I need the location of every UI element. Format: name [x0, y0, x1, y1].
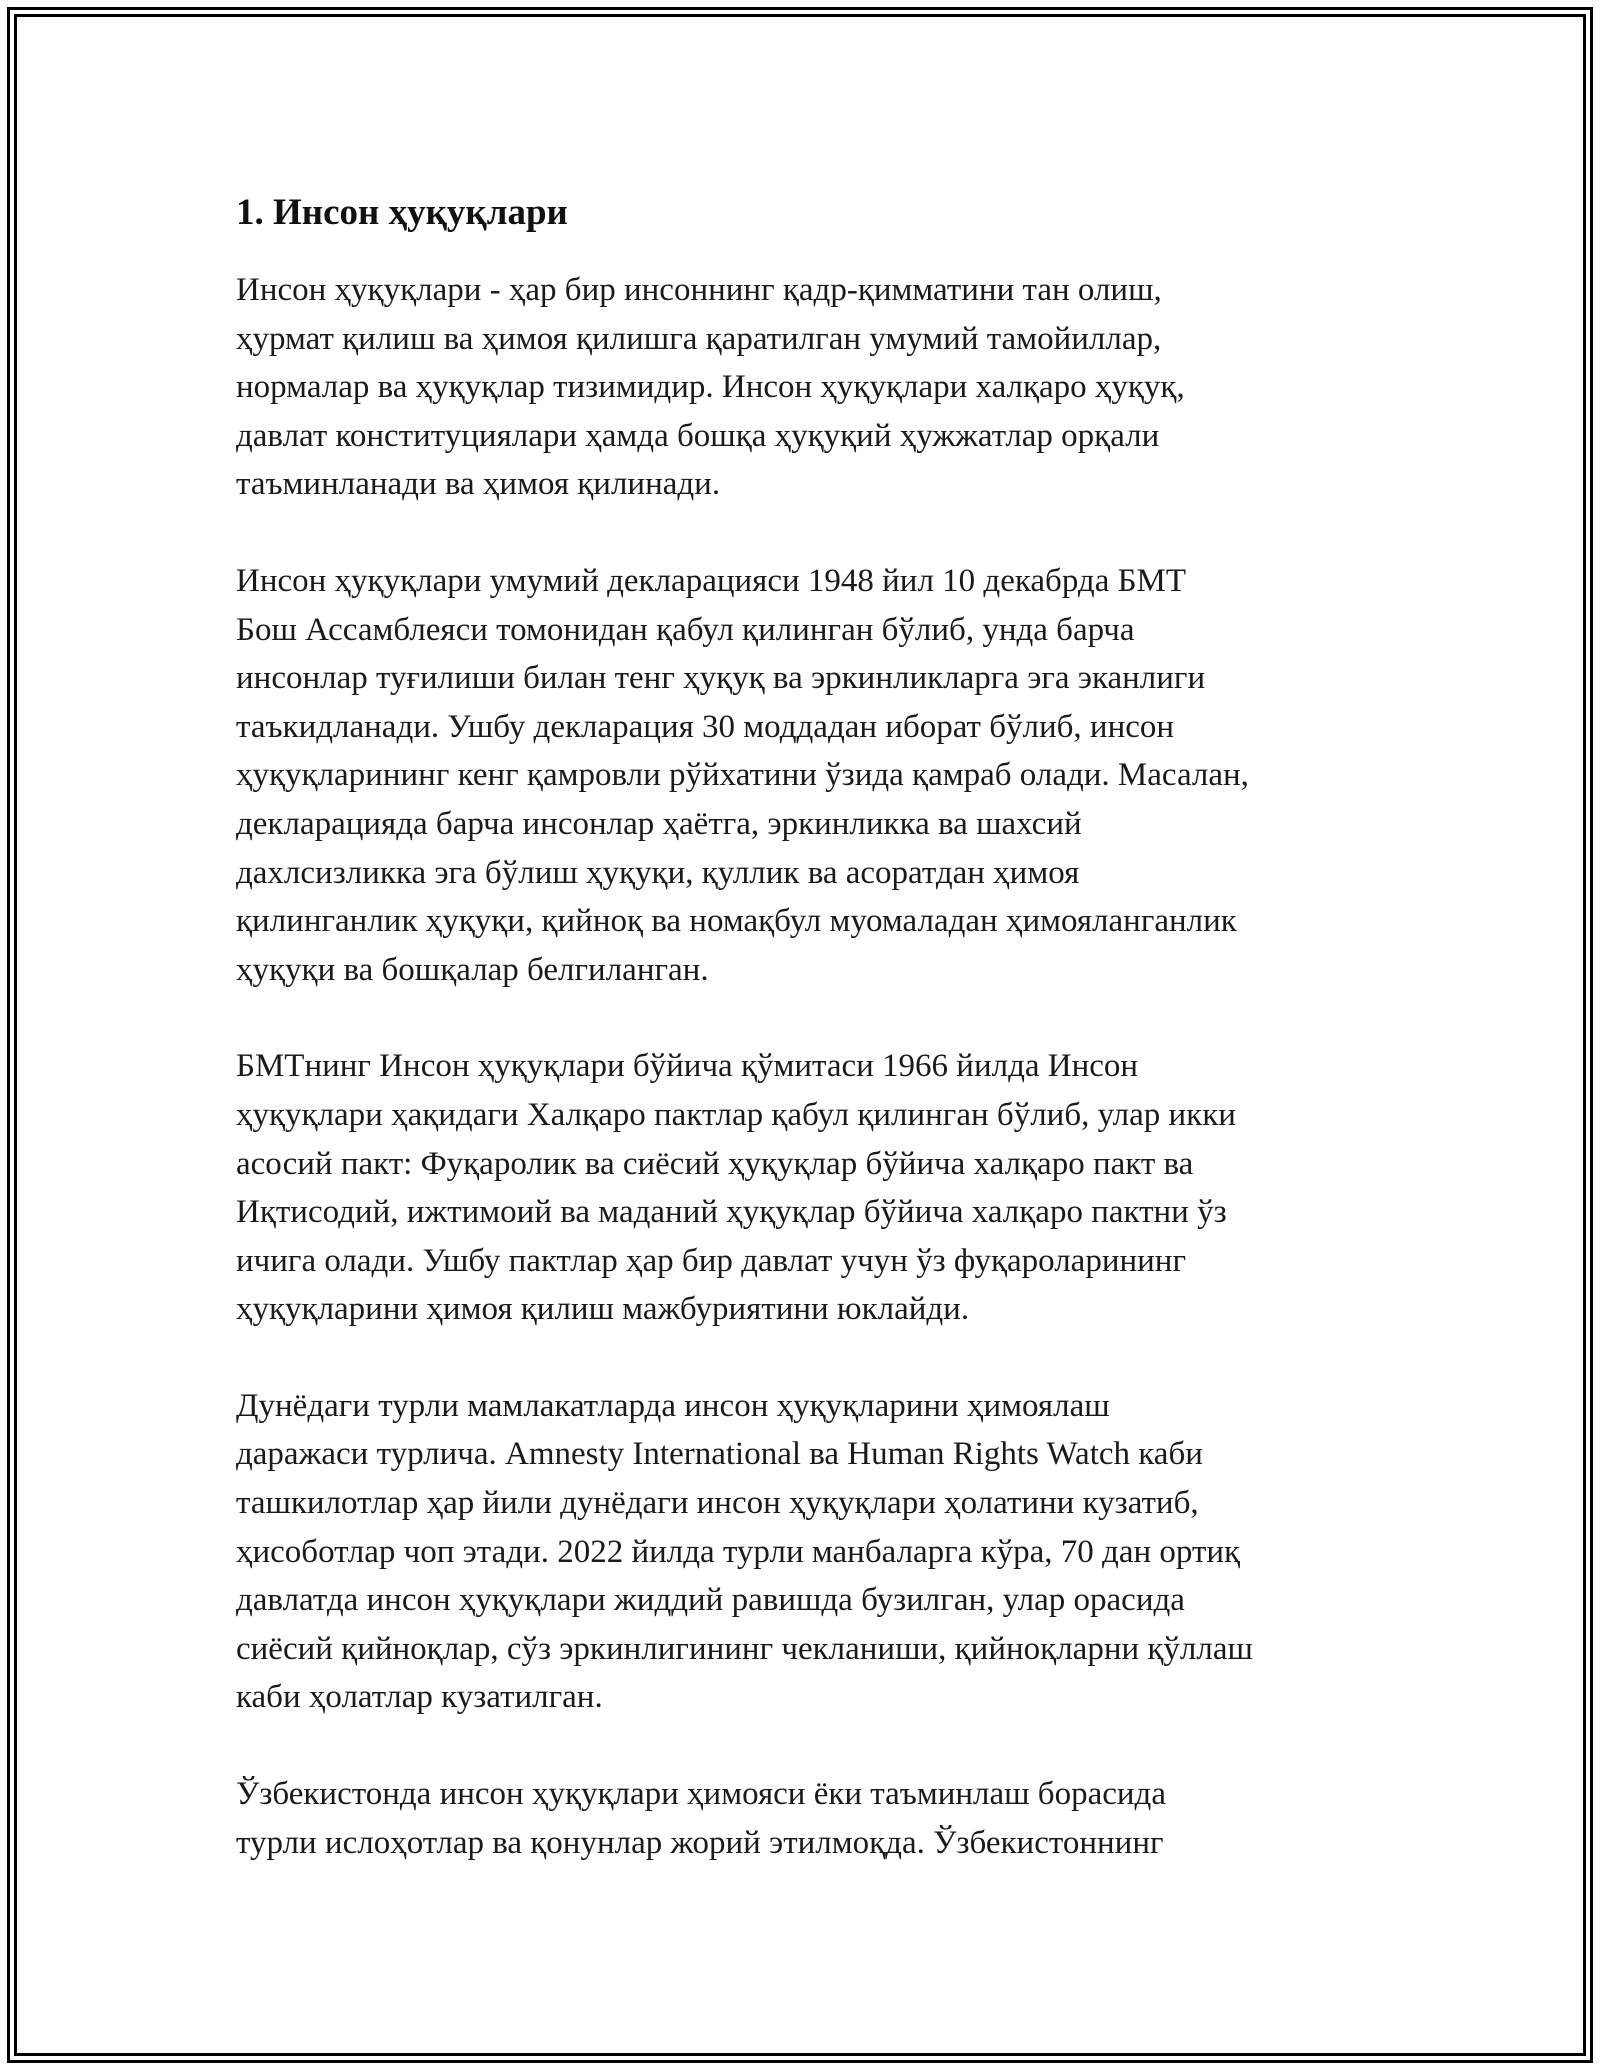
text-line: каби ҳолатлар кузатилган. — [236, 1679, 603, 1716]
paragraph-declaration — [236, 557, 1366, 994]
text-line: Иқтисодий, ижтимоий ва маданий ҳуқуқлар бўйича халқаро пактни ўз — [236, 1194, 1227, 1231]
text-line: давлатда инсон ҳуқуқлари жиддий равишда бузилган, улар орасида — [236, 1582, 1185, 1619]
paragraph-covenants — [236, 1042, 1366, 1334]
text-line: ҳуқуқларининг кенг қамровли рўйхатини ўзида қамраб олади. Масалан, — [236, 757, 1249, 794]
text-line: сиёсий қийноқлар, сўз эркинлигининг чекланиши, қийноқларни қўллаш — [236, 1630, 1253, 1667]
text-line: давлат конституциялари ҳамда бошқа ҳуқуқий ҳужжатлар орқали — [236, 417, 1160, 454]
text-line: ҳурмат қилиш ва ҳимоя қилишга қаратилган умумий тамойиллар, — [236, 320, 1162, 357]
text-line: декларацияда барча инсонлар ҳаётга, эркинликка ва шахсий — [236, 805, 1082, 842]
text-line: дахлсизликка эга бўлиш ҳуқуқи, қуллик ва асоратдан ҳимоя — [236, 854, 1080, 891]
text-line: ҳуқуқи ва бошқалар белгиланган. — [236, 951, 709, 988]
text-line: ҳуқуқларини ҳимоя қилиш мажбуриятини юклайди. — [236, 1291, 970, 1328]
text-line: асосий пакт: Фуқаролик ва сиёсий ҳуқуқлар бўйича халқаро пакт ва — [236, 1145, 1194, 1182]
text-line: ҳуқуқлари ҳақидаги Халқаро пактлар қабул қилинган бўлиб, улар икки — [236, 1096, 1236, 1133]
text-line: таъкидланади. Ушбу декларация 30 моддадан иборат бўлиб, инсон — [236, 708, 1175, 745]
paragraph-uzbekistan — [236, 1770, 1366, 1867]
text-line: Инсон ҳуқуқлари умумий декларацияси 1948 йил 10 декабрда БМТ — [236, 562, 1187, 599]
text-line: ичига олади. Ушбу пактлар ҳар бир давлат учун ўз фуқароларининг — [236, 1242, 1187, 1279]
text-line: турли ислоҳотлар ва қонунлар жорий этилмоқда. Ўзбекистоннинг — [236, 1824, 1164, 1861]
text-line: ташкилотлар ҳар йили дунёдаги инсон ҳуқуқлари ҳолатини кузатиб, — [236, 1485, 1199, 1522]
document-body — [236, 190, 1366, 1915]
text-line: Ўзбекистонда инсон ҳуқуқлари ҳимояси ёки таъминлаш борасида — [236, 1776, 1166, 1813]
paragraph-definition — [236, 266, 1366, 509]
section-title: 1. Инсон ҳуқуқлари — [236, 192, 568, 233]
text-line: БМТнинг Инсон ҳуқуқлари бўйича қўмитаси 1966 йилда Инсон — [236, 1048, 1139, 1085]
text-line: таъминланади ва ҳимоя қилинади. — [236, 466, 721, 503]
text-line: нормалар ва ҳуқуқлар тизимидир. Инсон ҳуқуқлари халқаро ҳуқуқ, — [236, 369, 1185, 406]
text-line: қилинганлик ҳуқуқи, қийноқ ва номақбул муомаладан ҳимояланганлик — [236, 903, 1237, 940]
text-line: Дунёдаги турли мамлакатларда инсон ҳуқуқларини ҳимоялаш — [236, 1387, 1110, 1424]
text-line: даражаси турлича. Amnesty International ва Human Rights Watch каби — [236, 1436, 1203, 1473]
paragraph-world-situation — [236, 1382, 1366, 1722]
text-line: Бош Ассамблеяси томонидан қабул қилинган бўлиб, унда барча — [236, 611, 1135, 648]
text-line: Инсон ҳуқуқлари - ҳар бир инсоннинг қадр-қимматини тан олиш, — [236, 272, 1162, 308]
text-line: ҳисоботлар чоп этади. 2022 йилда турли манбаларга кўра, 70 дан ортиқ — [236, 1533, 1241, 1570]
text-line: инсонлар туғилиши билан тенг ҳуқуқ ва эркинликларга эга эканлиги — [236, 660, 1206, 697]
